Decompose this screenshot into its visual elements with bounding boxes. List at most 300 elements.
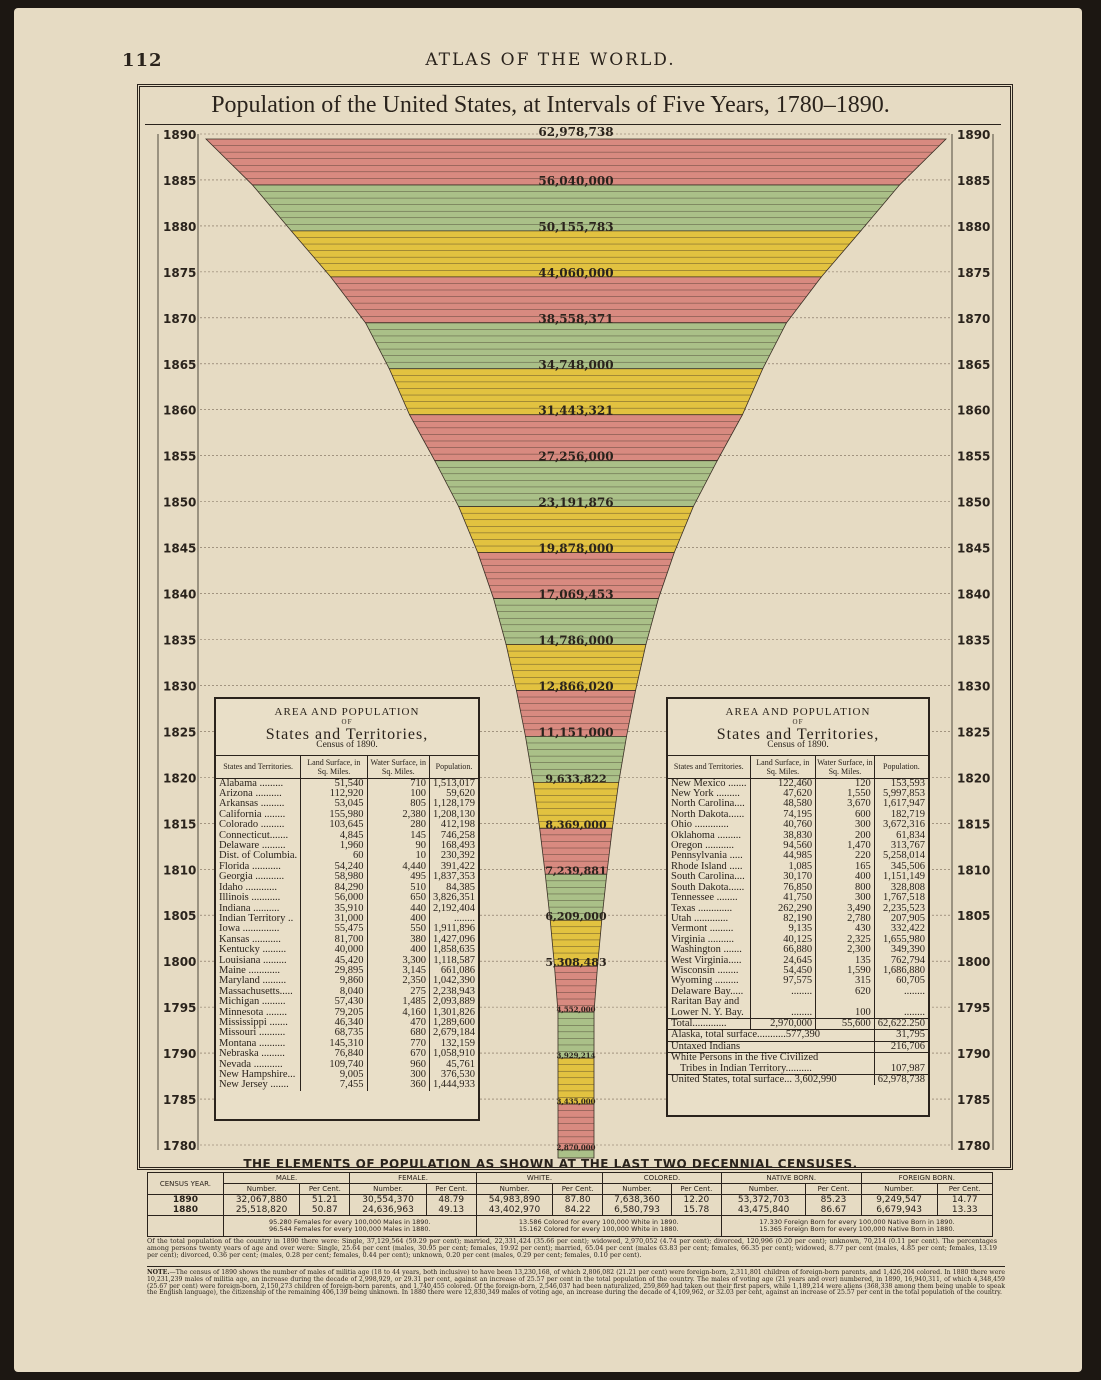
cell: Raritan Bay and <box>668 997 750 1007</box>
cell: 1,590 <box>816 966 875 976</box>
cell: 1,289,600 <box>433 1016 475 1028</box>
cell: Alaska, total surface...........577,390 <box>668 1030 874 1041</box>
cell: Delaware ......... <box>216 841 301 851</box>
sub-header: Per Cent. <box>806 1184 861 1195</box>
year-label: 1835 <box>957 633 991 648</box>
cell: Montana .......... <box>216 1039 301 1049</box>
cell: 40,125 <box>750 935 816 945</box>
cell: Colorado ......... <box>216 820 301 830</box>
sub-header: Per Cent. <box>300 1184 350 1195</box>
population-value-label: 7,239,881 <box>545 864 607 878</box>
table-title: States and Territories, <box>265 725 429 743</box>
cell: 220 <box>816 851 875 861</box>
year-label: 1795 <box>163 1001 197 1016</box>
cell: 400 <box>367 914 429 924</box>
cell: Pennsylvania ..... <box>668 851 750 861</box>
cell: 76,840 <box>301 1049 367 1059</box>
cell: 9,005 <box>301 1070 367 1080</box>
cell: 57,430 <box>301 997 367 1007</box>
year-label: 1810 <box>957 863 991 878</box>
cell: 216,706 <box>874 1041 928 1052</box>
cell: 2,780 <box>816 914 875 924</box>
cell: 2,380 <box>367 810 429 820</box>
cell: 200 <box>816 831 875 841</box>
cell: Vermont ......... <box>668 924 750 934</box>
cell: 79,205 <box>301 1008 367 1018</box>
year-label: 1790 <box>957 1047 991 1062</box>
cell: White Persons in the five Civilized <box>668 1053 874 1064</box>
cell: 440 <box>367 904 429 914</box>
year-label: 1825 <box>163 725 197 740</box>
cell: ........ <box>750 987 816 997</box>
sub-header: Number. <box>721 1184 805 1195</box>
cell: 315 <box>816 976 875 986</box>
cell: 155,980 <box>301 810 367 820</box>
cell: 145,310 <box>301 1039 367 1049</box>
cell: 2,300 <box>816 945 875 955</box>
cell: 275 <box>367 987 429 997</box>
cell: 280 <box>367 820 429 830</box>
cell: West Virginia..... <box>668 956 750 966</box>
census-row <box>148 1205 993 1216</box>
table-census: Census of 1890. <box>767 740 829 751</box>
year-label: 1835 <box>163 633 197 648</box>
population-value-label: 11,151,000 <box>538 725 614 740</box>
cell: 376,530 <box>440 1069 475 1080</box>
cell: 1,617,947 <box>883 798 925 810</box>
cell: 84,290 <box>301 883 367 893</box>
cell: South Dakota...... <box>668 883 750 893</box>
year-label: 1890 <box>163 128 197 142</box>
table-of: OF <box>792 718 804 727</box>
cell: 6,580,793 <box>603 1205 672 1216</box>
cell: Massachusetts..... <box>216 987 301 997</box>
year-label: 1830 <box>957 679 991 694</box>
year-label: 1805 <box>163 909 197 924</box>
cell: Dist. of Columbia. <box>216 851 301 861</box>
population-value-label: 14,786,000 <box>538 633 614 648</box>
cell: 400 <box>816 872 875 882</box>
cell: 1,655,980 <box>883 933 925 945</box>
cell: 2,093,889 <box>433 996 475 1008</box>
cell: 1,858,635 <box>433 944 475 956</box>
year-label: 1845 <box>957 541 991 556</box>
cell: Virginia .......... <box>668 935 750 945</box>
cell: 53,045 <box>301 799 367 809</box>
population-value-label: 50,155,783 <box>538 219 614 234</box>
group-header: FOREIGN BORN. <box>861 1173 992 1184</box>
cell: Utah ............. <box>668 914 750 924</box>
table-title: States and Territories, <box>716 725 880 743</box>
cell: 153,593 <box>890 777 925 789</box>
sub-header: Number. <box>223 1184 299 1195</box>
cell: 1,513,017 <box>433 777 475 789</box>
cell: 3,490 <box>816 904 875 914</box>
cell: 48,580 <box>750 799 816 809</box>
cell: 135 <box>816 956 875 966</box>
cell: Oklahoma ......... <box>668 831 750 841</box>
cell: 66,880 <box>750 945 816 955</box>
cell: Wisconsin ........ <box>668 966 750 976</box>
cell: New Mexico ....... <box>668 778 750 789</box>
cell: 44,985 <box>750 851 816 861</box>
cell: 40,000 <box>301 945 367 955</box>
cell: 800 <box>816 883 875 893</box>
cell: 1,444,933 <box>433 1079 475 1091</box>
sub-header: Per Cent. <box>937 1184 992 1195</box>
cell <box>148 1216 224 1237</box>
cell: 109,740 <box>301 1060 367 1070</box>
year-label: 1880 <box>163 219 197 234</box>
sub-header: Number. <box>476 1184 552 1195</box>
cell: 1,085 <box>750 862 816 872</box>
cell: 349,390 <box>890 944 925 956</box>
cell: 53,372,703 <box>721 1195 805 1206</box>
note-paragraph <box>147 1266 1005 1297</box>
cell: 100 <box>367 789 429 799</box>
year-label: 1815 <box>163 817 197 832</box>
cell: 87.80 <box>553 1195 603 1206</box>
cell: 38,830 <box>750 831 816 841</box>
cell: Nevada ........... <box>216 1060 301 1070</box>
states-table-right <box>666 697 930 1117</box>
population-value-label: 17,069,453 <box>538 587 614 602</box>
cell: 332,422 <box>890 923 925 935</box>
cell: 2,970,000 <box>750 1018 816 1029</box>
year-label: 1840 <box>163 587 197 602</box>
cell: 3,826,351 <box>433 892 475 904</box>
cell: 90 <box>367 841 429 851</box>
cell: 1,118,587 <box>433 954 475 966</box>
cell: 262,290 <box>750 904 816 914</box>
cell: 54,240 <box>301 862 367 872</box>
cell: 68,735 <box>301 1028 367 1038</box>
cell: North Dakota...... <box>668 810 750 820</box>
population-value-label: 19,878,000 <box>538 541 614 556</box>
cell: 82,190 <box>750 914 816 924</box>
table-row <box>668 945 928 955</box>
cell: 45,761 <box>446 1058 475 1070</box>
cell: 2,238,943 <box>433 985 475 997</box>
cell: Untaxed Indians <box>668 1041 874 1052</box>
cell: 328,808 <box>890 881 925 893</box>
cell: 45,420 <box>301 956 367 966</box>
population-value-label: 56,040,000 <box>538 173 614 188</box>
cell: 710 <box>367 778 429 789</box>
cell: 59,620 <box>446 788 475 800</box>
cell: 1,208,130 <box>433 808 475 820</box>
cell: Arkansas ......... <box>216 799 301 809</box>
cell: 300 <box>816 820 875 830</box>
cell: 84,385 <box>446 881 475 893</box>
cell: 1,058,910 <box>433 1048 475 1060</box>
cell: 2,192,404 <box>433 902 475 914</box>
cell: 30,170 <box>750 872 816 882</box>
year-label: 1840 <box>957 587 991 602</box>
cell: 51.21 <box>300 1195 350 1206</box>
cell: 54,450 <box>750 966 816 976</box>
cell: 230,392 <box>440 850 475 862</box>
population-value-label: 44,060,000 <box>538 265 614 280</box>
cell: ........ <box>750 1008 816 1019</box>
cell: 412,198 <box>440 819 475 831</box>
cell: 661,086 <box>440 964 475 976</box>
cell: 7,638,360 <box>603 1195 672 1206</box>
cell: 103,645 <box>301 820 367 830</box>
marital-status-paragraph: Of the total population of the country in 1890 there were: Single, 37,129,564 (59.29 per cent); married, 22,331,424 (35.66 per cent); widowed, 2,970,052 (4.74 per cent); divorced, 120,996 (0.20 per cent); unknown, 70,214 (0.11 per cent). The percentages among persons twenty years of age and over were: Single, 25.64 per cent (males, 30.95 per cent; females, 19.92 per cent); married, 65.04 per cent (males 63.83 per cent; females, 66.35 per cent); widowed, 8.77 per cent (males, 4.85 per cent; females, 13.19 per cent); divorced, 0.36 per cent; (males, 0.28 per cent; females, 0.44 per cent); unknown, 0.20 per cent (males, 0.29 per cent; females, 0.10 per cent). <box>147 1237 997 1259</box>
cell: 1890 <box>148 1195 224 1206</box>
group-header: CENSUS YEAR. <box>148 1173 224 1195</box>
cell: 3,670 <box>816 799 875 809</box>
year-label: 1880 <box>957 219 991 234</box>
cell: 55,475 <box>301 924 367 934</box>
year-label: 1825 <box>957 725 991 740</box>
cell: Wyoming ......... <box>668 976 750 986</box>
sub-header: Number. <box>603 1184 672 1195</box>
cell: 300 <box>816 893 875 903</box>
cell: 3,145 <box>367 966 429 976</box>
cell: 1,550 <box>816 789 875 799</box>
col-header: States and Territories. <box>216 755 301 778</box>
note-label: NOTE. <box>147 1269 170 1276</box>
table-row <box>216 997 478 1007</box>
year-label: 1885 <box>957 173 991 188</box>
cell: 1,960 <box>301 841 367 851</box>
year-label: 1865 <box>957 357 991 372</box>
year-label: 1790 <box>163 1047 197 1062</box>
col-header: Land Surface, in Sq. Miles. <box>750 755 816 778</box>
cell: Washington ....... <box>668 945 750 955</box>
table-row <box>668 997 928 1007</box>
table-row <box>216 945 478 955</box>
cell: Idaho ............ <box>216 883 301 893</box>
cell: 54,983,890 <box>476 1195 552 1206</box>
cell: 84.22 <box>553 1205 603 1216</box>
cell: 1,427,096 <box>433 933 475 945</box>
cell: 60,705 <box>896 975 925 987</box>
cell: 15.78 <box>671 1205 721 1216</box>
cell: 9,249,547 <box>861 1195 937 1206</box>
cell: Nebraska ......... <box>216 1049 301 1059</box>
col-header: Water Surface, in Sq. Miles. <box>816 755 875 778</box>
year-label: 1810 <box>163 863 197 878</box>
cell: 50.87 <box>300 1205 350 1216</box>
cell: 400 <box>367 945 429 955</box>
cell: 380 <box>367 935 429 945</box>
cell: 165 <box>816 862 875 872</box>
cell: 13.33 <box>937 1205 992 1216</box>
population-value-label: 5,308,483 <box>545 956 607 970</box>
census-row <box>148 1195 993 1206</box>
year-label: 1885 <box>163 173 197 188</box>
cell: 960 <box>367 1060 429 1070</box>
cell: 8,040 <box>301 987 367 997</box>
cell: 76,850 <box>750 883 816 893</box>
cell <box>750 997 816 1007</box>
cell: 313,767 <box>890 840 925 852</box>
states-data-table <box>216 755 478 1091</box>
col-header: States and Territories. <box>668 755 750 778</box>
cell: 746,258 <box>440 829 475 841</box>
cell: Rhode Island ..... <box>668 862 750 872</box>
cell: 12.20 <box>671 1195 721 1206</box>
year-label: 1795 <box>957 1001 991 1016</box>
cell: 600 <box>816 810 875 820</box>
cell: 6,679,943 <box>861 1205 937 1216</box>
cell: 85.23 <box>806 1195 861 1206</box>
table-row <box>216 893 478 903</box>
cell: Missouri .......... <box>216 1028 301 1038</box>
cell: 1,301,826 <box>433 1006 475 1018</box>
cell: Ohio ............. <box>668 820 750 830</box>
col-header: Water Surface, in Sq. Miles. <box>367 755 429 778</box>
table-heading: AREA AND POPULATION <box>274 706 420 718</box>
cell: 4,440 <box>367 862 429 872</box>
cell: Indiana .......... <box>216 904 301 914</box>
table-row <box>668 1008 928 1019</box>
cell: 86.67 <box>806 1205 861 1216</box>
cell: 58,980 <box>301 872 367 882</box>
group-header: MALE. <box>223 1173 349 1184</box>
population-value-label: 3,435,000 <box>556 1097 596 1107</box>
cell: 41,750 <box>750 893 816 903</box>
cell: 100 <box>816 1008 875 1019</box>
population-value-label: 23,191,876 <box>538 495 614 510</box>
cell: ........ <box>454 912 475 924</box>
population-value-label: 6,209,000 <box>545 910 607 924</box>
population-value-label: 31,443,321 <box>538 403 614 418</box>
cell: Florida ........... <box>216 862 301 872</box>
cell: 3,300 <box>367 956 429 966</box>
sub-header: Per Cent. <box>553 1184 603 1195</box>
cell: 132,159 <box>440 1037 475 1049</box>
cell: 650 <box>367 893 429 903</box>
year-label: 1850 <box>957 495 991 510</box>
cell: New Jersey ....... <box>216 1080 301 1090</box>
cell: 24,636,963 <box>350 1205 426 1216</box>
year-label: 1865 <box>163 357 197 372</box>
year-label: 1860 <box>957 403 991 418</box>
table-heading: AREA AND POPULATION <box>725 706 871 718</box>
cell: 3,672,316 <box>883 819 925 831</box>
cell: 74,195 <box>750 810 816 820</box>
cell: 120 <box>816 778 875 789</box>
table-row <box>216 1080 478 1090</box>
cell: 7,455 <box>301 1080 367 1090</box>
year-label: 1785 <box>957 1093 991 1108</box>
cell: 4,845 <box>301 831 367 841</box>
cell: Michigan ......... <box>216 997 301 1007</box>
cell: New York ......... <box>668 789 750 799</box>
cell: 29,895 <box>301 966 367 976</box>
year-label: 1815 <box>957 817 991 832</box>
cell: 550 <box>367 924 429 934</box>
cell: Mississippi ....... <box>216 1018 301 1028</box>
cell: 430 <box>816 924 875 934</box>
birth-ratio-note: 17.330 Foreign Born for every 100,000 Native Born in 1890. 15.365 Foreign Born for every 100,000 Native Born in 1880. <box>721 1216 992 1237</box>
white-persons-row <box>668 1053 928 1064</box>
cell: Minnesota ........ <box>216 1008 301 1018</box>
cell: 62,622.250 <box>874 1018 928 1029</box>
table-of: OF <box>341 718 353 727</box>
population-value-label: 4,552,000 <box>556 1005 596 1015</box>
cell: 24,645 <box>750 956 816 966</box>
ratio-row <box>148 1216 993 1237</box>
cell: 43,475,840 <box>721 1205 805 1216</box>
year-label: 1870 <box>163 311 197 326</box>
group-header: NATIVE BORN. <box>721 1173 861 1184</box>
population-value-label: 27,256,000 <box>538 449 614 464</box>
cell: 1,767,518 <box>883 892 925 904</box>
cell <box>874 1053 928 1064</box>
cell: Delaware Bay..... <box>668 987 750 997</box>
year-label: 1780 <box>957 1139 991 1153</box>
cell: 1,128,179 <box>433 798 475 810</box>
cell: 391,422 <box>440 860 475 872</box>
cell: 145 <box>367 831 429 841</box>
year-label: 1860 <box>163 403 197 418</box>
year-label: 1785 <box>163 1093 197 1108</box>
cell: 61,834 <box>896 829 925 841</box>
year-label: 1845 <box>163 541 197 556</box>
cell: 81,700 <box>301 935 367 945</box>
cell: 60 <box>301 851 367 861</box>
cell: 55,600 <box>816 1018 875 1029</box>
year-label: 1800 <box>163 955 197 970</box>
year-label: 1855 <box>163 449 197 464</box>
population-value-label: 34,748,000 <box>538 357 614 372</box>
elements-title: THE ELEMENTS OF POPULATION AS SHOWN AT THE LAST TWO DECENNIAL CENSUSES. <box>243 1157 858 1171</box>
cell: 107,987 <box>890 1062 925 1074</box>
states-data-table <box>668 755 928 1086</box>
cell: 56,000 <box>301 893 367 903</box>
white-persons-row-2 <box>668 1064 928 1075</box>
cell: Maryland ......... <box>216 976 301 986</box>
cell: 94,560 <box>750 841 816 851</box>
col-header: Population. <box>429 755 478 778</box>
cell: Kansas ........... <box>216 935 301 945</box>
cell: Texas ............. <box>668 904 750 914</box>
cell: Georgia ........... <box>216 872 301 882</box>
cell: 9,135 <box>750 924 816 934</box>
cell: New Hampshire... <box>216 1070 301 1080</box>
cell: 345,506 <box>890 860 925 872</box>
cell: Indian Territory .. <box>216 914 301 924</box>
cell: Tribes in Indian Territory.......... <box>668 1064 874 1075</box>
cell: 4,160 <box>367 1008 429 1018</box>
cell: South Carolina.... <box>668 872 750 882</box>
cell: Arizona .......... <box>216 789 301 799</box>
group-header: COLORED. <box>603 1173 722 1184</box>
cell: 470 <box>367 1018 429 1028</box>
year-label: 1850 <box>163 495 197 510</box>
cell: 495 <box>367 872 429 882</box>
cell: 1,470 <box>816 841 875 851</box>
cell <box>816 997 875 1007</box>
cell: 14.77 <box>937 1195 992 1206</box>
cell: Oregon ........... <box>668 841 750 851</box>
cell: 49.13 <box>426 1205 476 1216</box>
cell: 762,794 <box>890 954 925 966</box>
cell: 32,067,880 <box>223 1195 299 1206</box>
cell: 182,719 <box>890 808 925 820</box>
cell: Total............. <box>668 1018 750 1029</box>
us-total-row <box>668 1075 928 1086</box>
cell: 1,686,880 <box>883 964 925 976</box>
cell: Lower N. Y. Bay. <box>668 1008 750 1019</box>
cell: 620 <box>816 987 875 997</box>
table-census: Census of 1890. <box>316 740 378 751</box>
